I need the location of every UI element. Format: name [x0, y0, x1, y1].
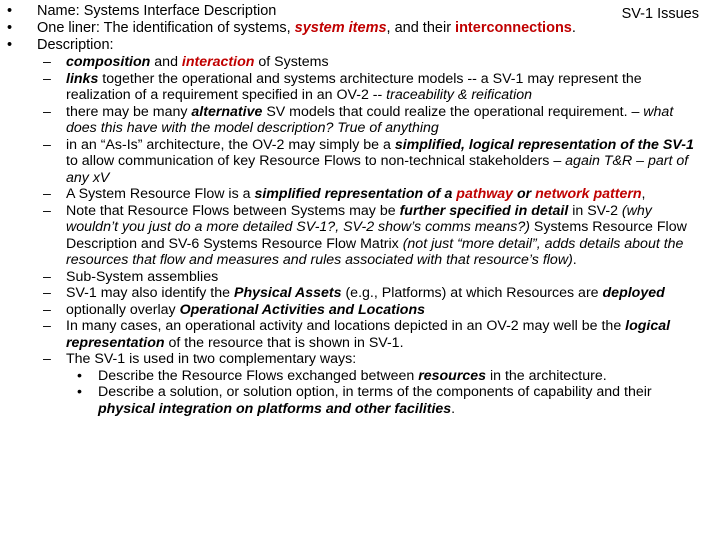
- logical-representation-text: logical representation: [66, 318, 671, 351]
- one-liner-end: .: [571, 20, 576, 36]
- physical-integration-text: physical integration on platforms and other facilities: [98, 400, 452, 417]
- two-ways-2-end: .: [451, 400, 456, 417]
- physical-lead: SV-1 may also identify the: [66, 285, 234, 301]
- sub-item-composition: [37, 54, 712, 71]
- pathway-text: pathway: [456, 186, 514, 202]
- many-cases-lead: In many cases, an operational activity and locations depicted in an OV-2 may well be the: [66, 318, 626, 334]
- physical-body: (e.g., Platforms) at which Resources are: [341, 285, 603, 301]
- as-is-comment: again T&R – part of any xV: [66, 153, 689, 186]
- note-comment-2: (not just “more detail”, adds details about the resources that flow and measures and rules associated with that resource’s flow): [66, 235, 684, 268]
- network-pattern-text: network pattern: [535, 186, 642, 202]
- note-comment-1: (why wouldn’t you just do a more detailed SV-1?, SV-2 show’s comms means?): [66, 202, 652, 235]
- sub-item-two-ways: [37, 351, 712, 417]
- sub-item-as-is: [37, 137, 712, 187]
- note-body: Systems Resource Flow Description and SV-6 Systems Resource Flow Matrix: [66, 219, 687, 252]
- links-text: links: [66, 70, 99, 87]
- one-liner: [0, 20, 712, 37]
- resource-flow-lead: A System Resource Flow is a: [66, 186, 255, 202]
- one-liner-mid: , and their: [386, 20, 456, 36]
- note-lead: Note that Resource Flows between Systems may be: [66, 202, 400, 219]
- note-mid: in SV-2: [568, 202, 622, 219]
- deployed-text: deployed: [602, 285, 665, 301]
- or-text: or: [513, 186, 536, 202]
- as-is-lead: in an “As-Is” architecture, the OV-2 may simply be a: [66, 136, 395, 153]
- one-liner-emphasis-2: interconnections: [455, 20, 572, 36]
- two-ways-1-end: in the architecture.: [486, 367, 607, 384]
- alternative-body: SV models that could realize the operational requirement. –: [262, 103, 644, 120]
- alternative-lead: there may be many: [66, 103, 192, 120]
- resources-text: resources: [418, 367, 487, 384]
- of-systems-text: of Systems: [254, 54, 329, 70]
- two-ways-list: [66, 368, 706, 418]
- and-text: and: [150, 54, 182, 70]
- sub-item-alternative: [37, 104, 712, 137]
- traceability-text: traceability & reification: [386, 87, 533, 103]
- sub-item-physical-assets: [37, 285, 712, 302]
- sub-item-many-cases: [37, 318, 712, 351]
- composition-text: composition: [66, 54, 151, 70]
- sub-item-note: [37, 203, 712, 269]
- description-label: Description:: [37, 37, 114, 53]
- overlay-emphasis: Operational Activities and Locations: [179, 301, 426, 318]
- sub-item-resource-flow: [37, 186, 712, 203]
- subsystem-text: Sub-System assemblies: [66, 268, 219, 285]
- description: [0, 37, 712, 417]
- sub-item-subsystem: [37, 269, 712, 286]
- resource-flow-end: ,: [641, 186, 646, 202]
- as-is-body: to allow communication of key Resource Flows to non-technical stakeholders –: [66, 153, 566, 169]
- note-emphasis: further specified in detail: [399, 202, 569, 219]
- one-liner-emphasis-1: system items: [294, 20, 387, 36]
- two-ways-1-lead: Describe the Resource Flows exchanged between: [98, 367, 419, 384]
- sub-item-overlay: [37, 302, 712, 319]
- slide-tag: SV-1 Issues: [621, 6, 699, 22]
- resource-flow-emphasis: simplified representation of a: [254, 186, 457, 202]
- as-is-emphasis: simplified, logical representation of the SV-1: [394, 136, 694, 153]
- links-body: together the operational and systems architecture models -- a SV-1 may represent the realization of a requirement specified in an OV-2 --: [66, 70, 642, 103]
- bullet-list: [0, 3, 712, 417]
- two-ways-2-lead: Describe a solution, or solution option, in terms of the components of capability and their: [98, 384, 652, 400]
- description-sub-list: [37, 54, 712, 417]
- two-ways-item-1: [66, 368, 706, 385]
- two-ways-text: The SV-1 is used in two complementary ways:: [66, 351, 357, 367]
- physical-assets-text: Physical Assets: [233, 285, 342, 301]
- note-end: .: [572, 252, 577, 268]
- overlay-lead: optionally overlay: [66, 301, 180, 318]
- one-liner-lead: One liner: The identification of systems,: [37, 20, 295, 36]
- alternative-text: alternative: [191, 103, 263, 120]
- interaction-text: interaction: [181, 54, 255, 70]
- many-cases-end: of the resource that is shown in SV-1.: [164, 334, 404, 351]
- sub-item-links: [37, 71, 712, 104]
- name-line: [0, 3, 712, 20]
- two-ways-item-2: [66, 384, 706, 417]
- name-line-text: Name: Systems Interface Description: [37, 3, 277, 19]
- alternative-comment: what does this have with the model description? True of anything: [66, 103, 674, 136]
